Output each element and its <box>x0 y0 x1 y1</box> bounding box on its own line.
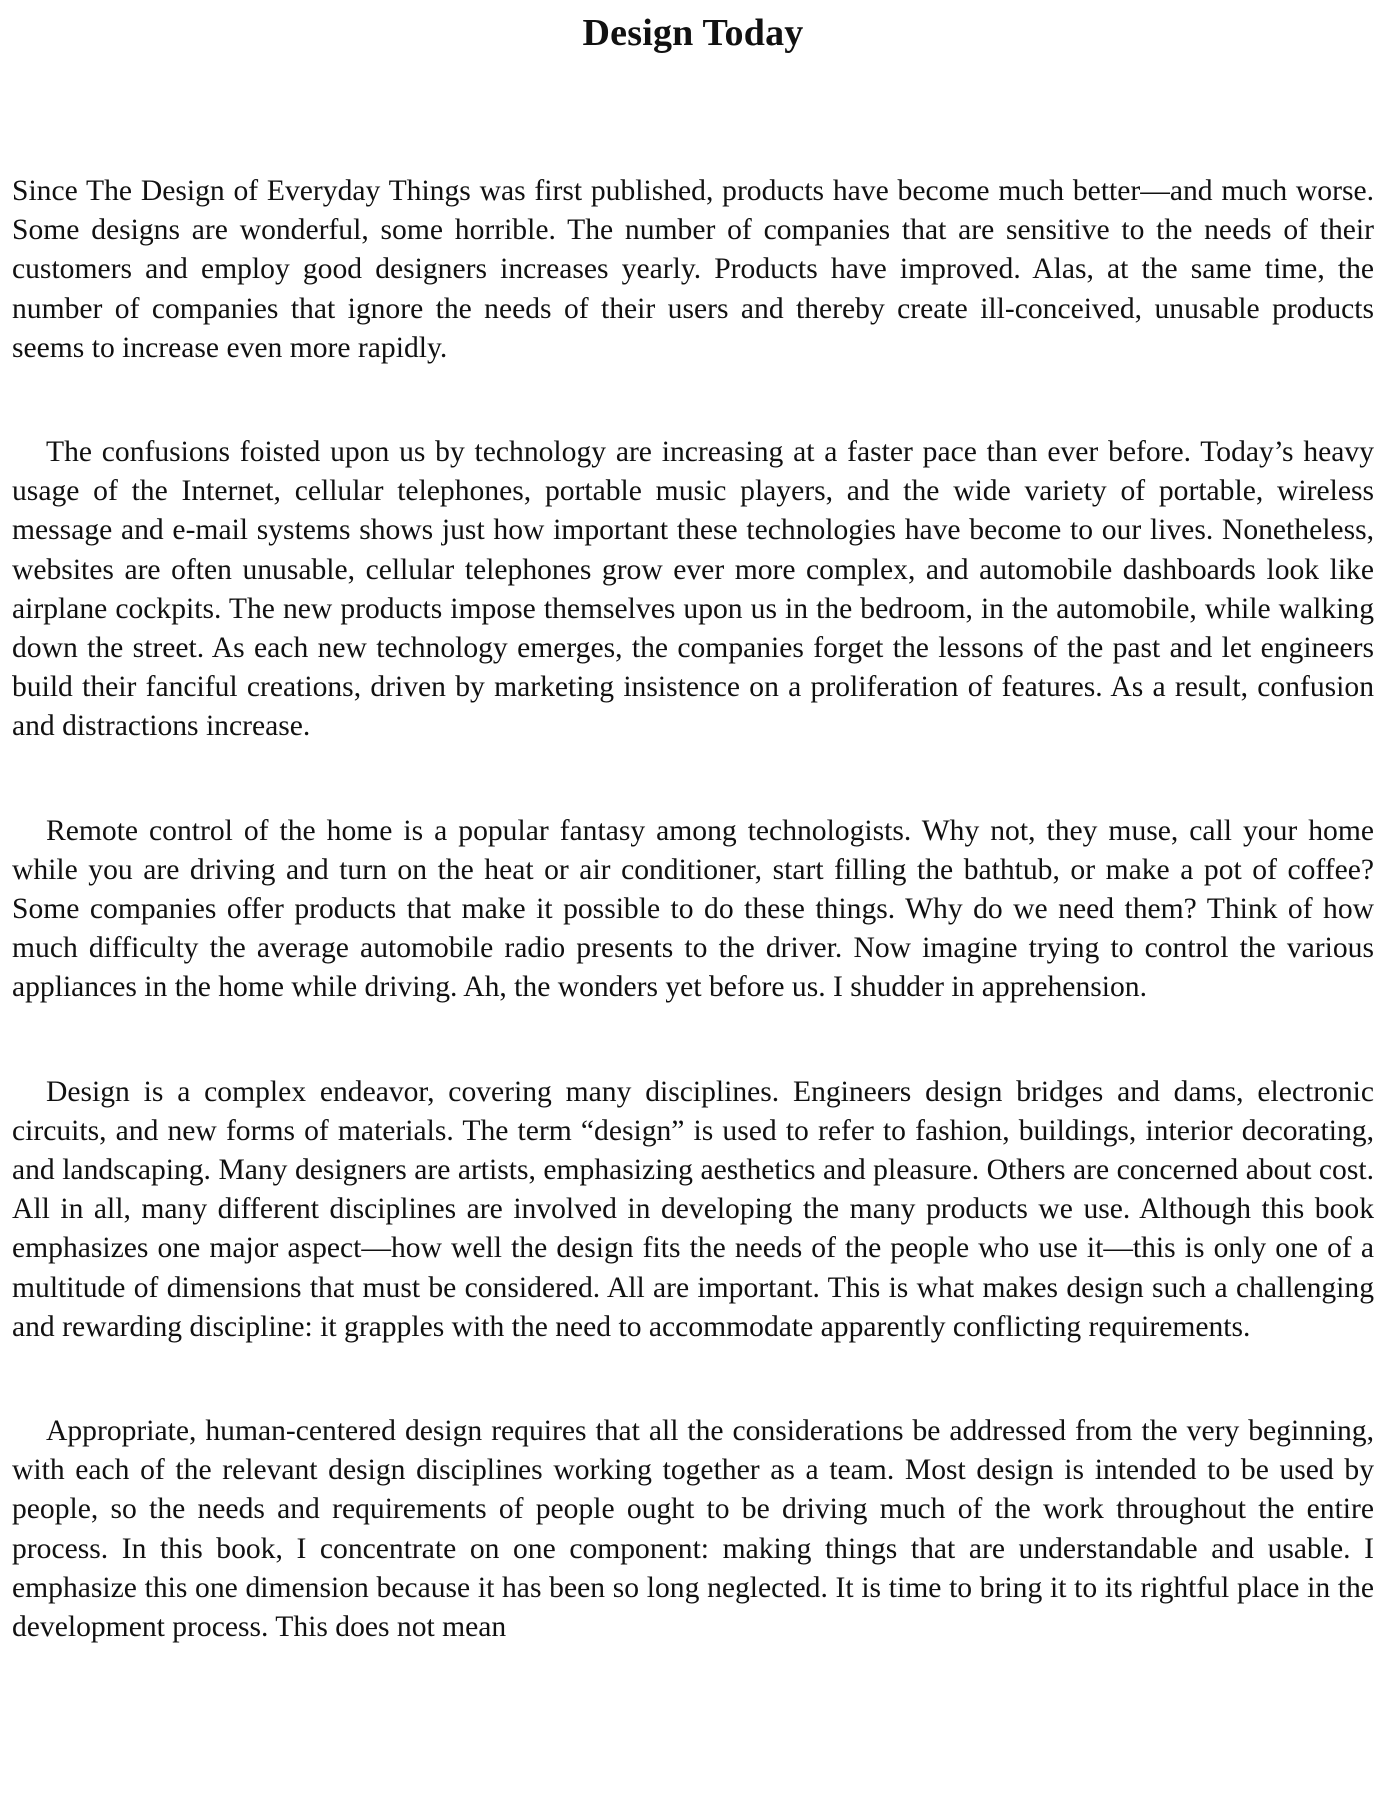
paragraph-1: Since The Design of Everyday Things was first published, products have become much better—and much worse. Some designs are wonderful, some horrible. The number of companies that are sensitive to the needs of their customers and employ good designers increases yearly. Products have improved. Alas, at the same time, the number of companies that ignore the needs of their users and thereby create ill-conceived, unusable products seems to increase even more rapidly. <box>12 175 1374 364</box>
paragraph-3: Remote control of the home is a popular fantasy among technologists. Why not, they muse, call your home while you are driving and turn on the heat or air conditioner, start filling the bathtub, or make a pot of coffee? Some companies offer products that make it possible to do these things. Why do we need them? Think of how much difficulty the average automobile radio presents to the driver. Now imagine trying to control the various appliances in the home while driving. Ah, the wonders yet before us. I shudder in apprehension. <box>12 814 1374 1004</box>
paragraph-5: Appropriate, human-centered design requires that all the considerations be addressed from the very beginning, with each of the relevant design disciplines working together as a team. Most design is intended to be used by people, so the needs and requirements of people ought to be driving much of the work throughout the entire process. In this book, I concentrate on one component: making things that are understandable and usable. I emphasize this one dimension because it has been so long neglected. It is time to bring it to its rightful place in the development process. This does not mean <box>12 1415 1374 1644</box>
page-title: Design Today <box>582 12 804 54</box>
paragraph-2: The confusions foisted upon us by technology are increasing at a faster pace than ever before. Today’s heavy usage of the Internet, cellular telephones, portable music players, and the wide variety of portable, wireless message and e-mail systems shows just how important these technologies have become to our lives. Nonetheless, websites are often unusable, cellular telephones grow ever more complex, and automobile dashboards look like airplane cockpits. The new products impose themselves upon us in the bedroom, in the automobile, while walking down the street. As each new technology emerges, the companies forget the lessons of the past and let engineers build their fanciful creations, driven by marketing insistence on a proliferation of features. As a result, confusion and distractions increase. <box>12 436 1374 743</box>
paragraph-4: Design is a complex endeavor, covering many disciplines. Engineers design bridges and dams, electronic circuits, and new forms of materials. The term “design” is used to refer to fashion, buildings, interior decorating, and landscaping. Many designers are artists, emphasizing aesthetics and pleasure. Others are concerned about cost. All in all, many different disciplines are involved in developing the many products we use. Although this book emphasizes one major aspect—how well the design fits the needs of the people who use it—this is only one of a multitude of dimensions that must be considered. All are important. This is what makes design such a challenging and rewarding discipline: it grapples with the need to accommodate apparently conflicting requirements. <box>12 1075 1374 1343</box>
document-page <box>12 0 1374 1800</box>
